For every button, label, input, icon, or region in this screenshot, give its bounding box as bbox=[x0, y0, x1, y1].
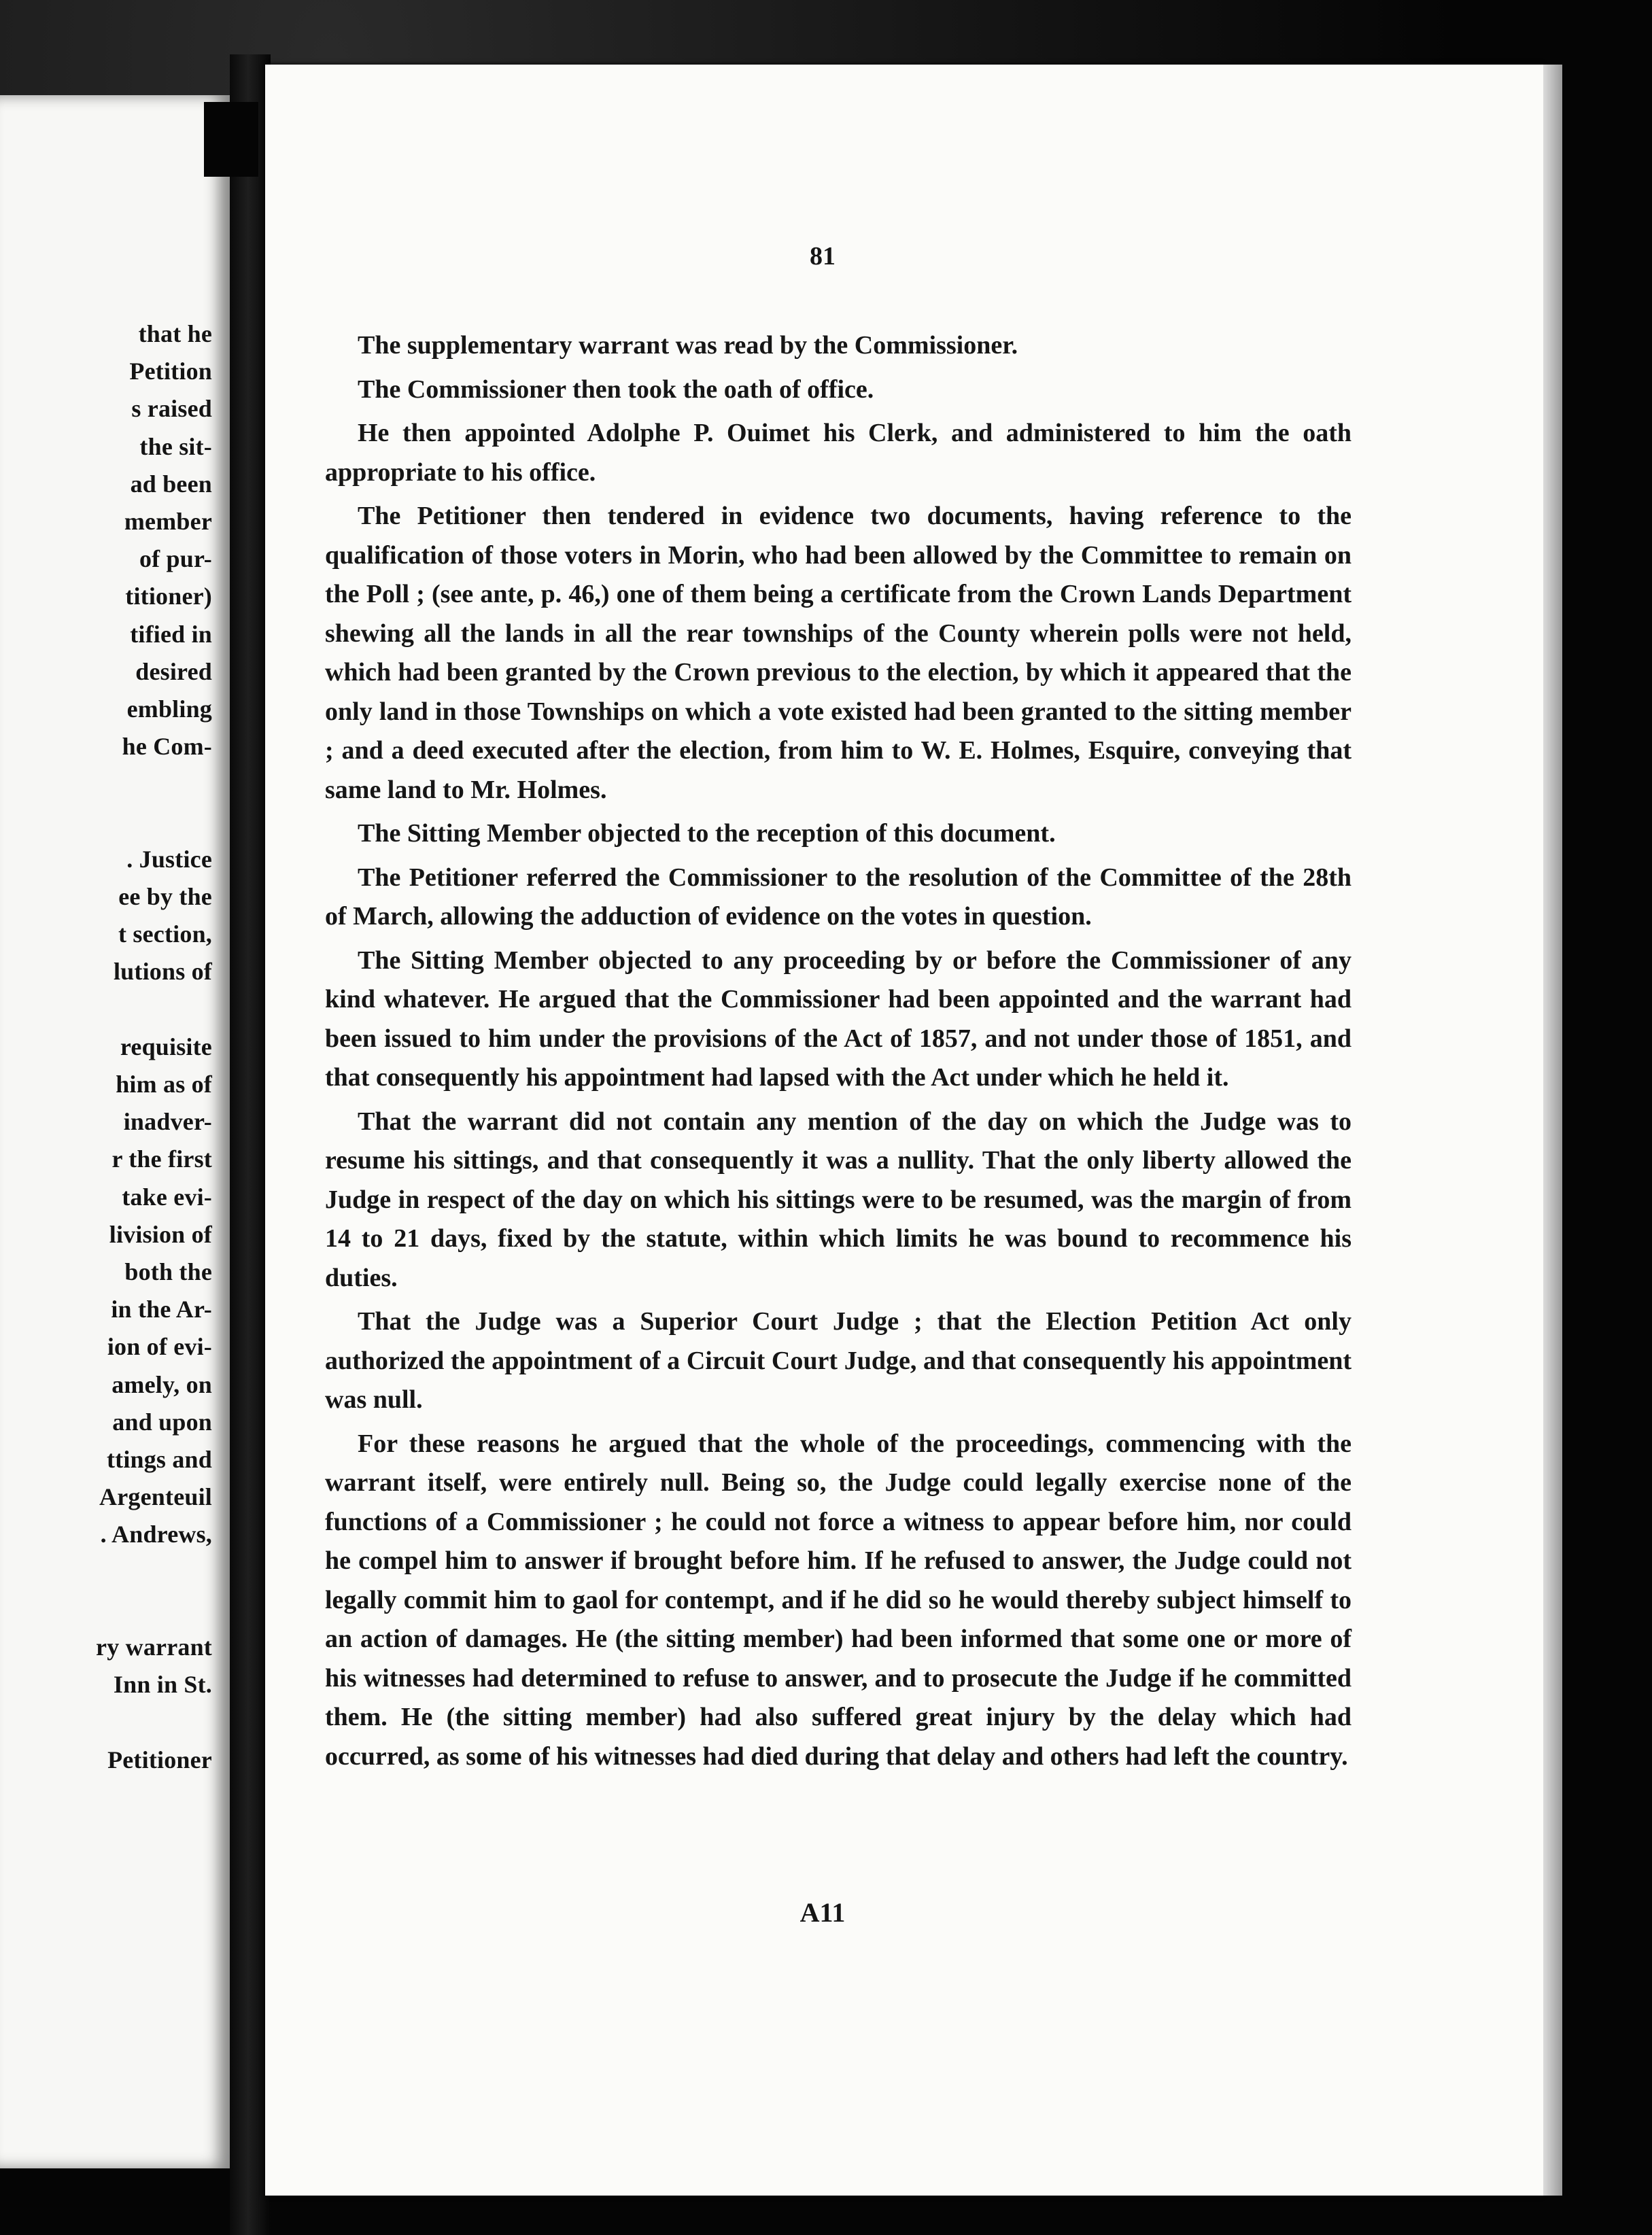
left-page-line: and upon bbox=[112, 1408, 212, 1436]
left-facing-page bbox=[0, 95, 231, 2168]
left-page-line: inadver- bbox=[123, 1108, 212, 1136]
left-page-line: Petitioner bbox=[107, 1746, 212, 1773]
left-page-line: both the bbox=[124, 1258, 212, 1285]
left-page-line: embling bbox=[126, 695, 212, 723]
left-page-line: livision of bbox=[109, 1220, 212, 1248]
left-page-line: ion of evi- bbox=[107, 1333, 212, 1361]
paragraph: The Commissioner then took the oath of office. bbox=[358, 375, 874, 404]
left-page-line: ee by the bbox=[118, 883, 212, 910]
left-page-line: s raised bbox=[131, 395, 212, 423]
paragraph: The Sitting Member objected to any proceeding by or before the Commissioner of any kind whatever. He argued that the Commissioner had been appointed and the warrant had been issued to him under the provisions of the Act of 1857, and not under those of 1851, and that consequently his appointment had lapsed with the Act under which he held it. bbox=[325, 946, 1352, 1092]
left-page-line: amely, on bbox=[111, 1370, 212, 1398]
left-page-line: ad been bbox=[130, 470, 212, 498]
page-edge bbox=[1543, 65, 1562, 2196]
paragraph: For these reasons he argued that the whole of the proceedings, commencing with the warrant itself, were entirely null. Being so, the Judge could legally exercise none of the functions of a Commissioner ; he could not force a witness to appear before him, nor could he compel him to answer if brought before him. If he refused to answer, the Judge could not legally commit him to gaol for contempt, and if he did so he would thereby subject himself to an action of damages. He (the sitting member) had been informed that some one or more of his witnesses had determined to refuse to answer, and to prosecute the Judge if he committed them. He (the sitting member) had also suffered great injury by the delay which had occurred, as some of his witnesses had died during that delay and others had left the country. bbox=[325, 1429, 1352, 1771]
left-page-line: Petition bbox=[129, 358, 212, 385]
left-page-line: desired bbox=[135, 657, 212, 685]
left-page-line: titioner) bbox=[125, 583, 212, 610]
left-page-line: of pur- bbox=[139, 545, 212, 573]
paragraph: That the Judge was a Superior Court Judge ; that the Election Petition Act only authorized the appointment of a Circuit Court Judge, and that consequently his appointment was null. bbox=[325, 1307, 1352, 1414]
paragraph: That the warrant did not contain any mention of the day on which the Judge was to resume his sittings, and that consequently it was a nullity. That the only liberty allowed the Judge in respect of the day on which his sittings were to be resumed, was the margin of from 14 to 21 days, fixed by the statute, within which limits he was bound to recommence his duties. bbox=[325, 1107, 1352, 1292]
left-page-line: . Andrews, bbox=[100, 1521, 212, 1548]
paragraph: The Petitioner referred the Commissioner to the resolution of the Committee of the 28th of March, allowing the adduction of evidence on the votes in question. bbox=[325, 863, 1352, 931]
left-page-line: the sit- bbox=[139, 432, 212, 460]
body-text bbox=[325, 326, 1352, 1781]
paragraph: The supplementary warrant was read by the Commissioner. bbox=[358, 331, 1018, 360]
left-page-line: tified in bbox=[130, 620, 212, 648]
book-gutter bbox=[230, 54, 271, 2235]
left-page-line: requisite bbox=[120, 1033, 212, 1060]
page-number: 81 bbox=[810, 242, 836, 271]
left-page-line: t section, bbox=[118, 920, 212, 948]
page-tab-mark bbox=[204, 102, 258, 177]
left-page-line: him as of bbox=[116, 1071, 212, 1098]
left-page-line: that he bbox=[138, 320, 212, 347]
left-page-line: ttings and bbox=[106, 1446, 212, 1473]
printer-signature-mark: A11 bbox=[799, 1897, 846, 1928]
left-page-line: . Justice bbox=[126, 845, 212, 873]
left-page-line: in the Ar- bbox=[111, 1296, 212, 1323]
left-page-line: lutions of bbox=[113, 958, 212, 986]
left-page-line: ry warrant bbox=[96, 1633, 212, 1661]
left-page-line: he Com- bbox=[122, 733, 212, 761]
left-page-line: r the first bbox=[111, 1145, 212, 1173]
paragraph: He then appointed Adolphe P. Ouimet his Clerk, and administered to him the oath appropriate to his office. bbox=[325, 419, 1352, 487]
left-page-line: member bbox=[124, 508, 212, 535]
left-page-line: take evi- bbox=[122, 1183, 212, 1211]
left-page-line: Argenteuil bbox=[99, 1483, 212, 1511]
paragraph: The Sitting Member objected to the reception of this document. bbox=[358, 819, 1056, 848]
left-page-line: Inn in St. bbox=[113, 1671, 212, 1699]
paragraph: The Petitioner then tendered in evidence two documents, having reference to the qualification of those voters in Morin, who had been allowed by the Committee to remain on the Poll ; (see ante, p. 46,) one of them being a certificate from the Crown Lands Department shewing all the lands in all the rear townships of the County wherein polls were not held, which had been granted by the Crown previous to the election, by which it appeared that the only land in those Townships on which a vote existed had been granted to the sitting member ; and a deed executed after the election, from him to W. E. Holmes, Esquire, conveying that same land to Mr. Holmes. bbox=[325, 502, 1352, 804]
